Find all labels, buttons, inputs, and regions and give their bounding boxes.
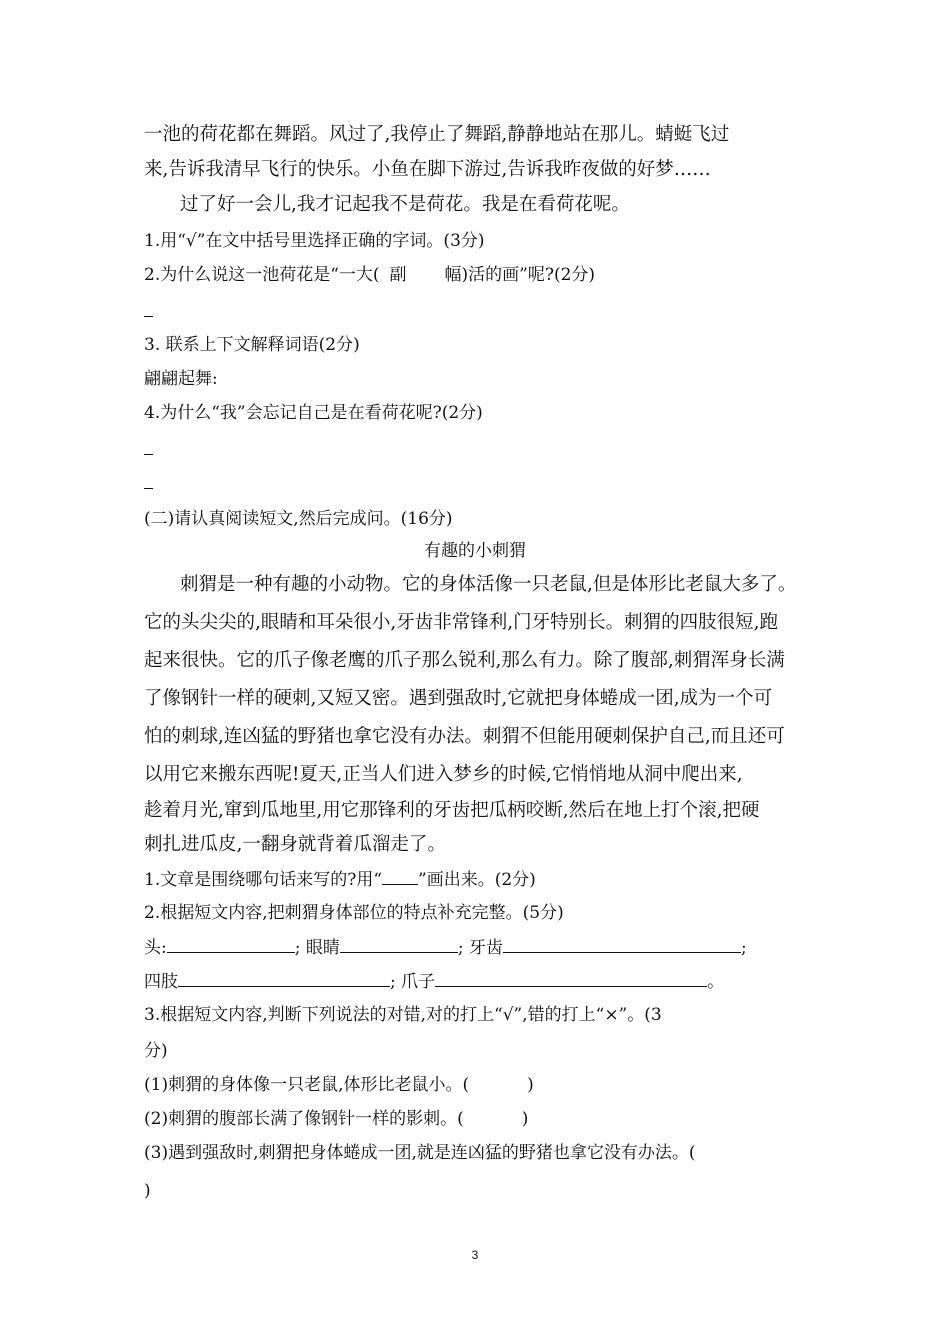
passage1-line3: 过了好一会儿,我才记起我不是荷花。我是在看荷花呢。 bbox=[180, 194, 630, 215]
judge-item-2 bbox=[144, 1108, 528, 1130]
p2-question-1 bbox=[144, 868, 536, 891]
passage2-line6: 以用它来搬东西呢!夏天,正当人们进入梦乡的时候,它悄悄地从洞中爬出来, bbox=[144, 764, 743, 785]
p2-question-3-line1: 3.根据短文内容,判断下列说法的对错,对的打上“√”,错的打上“×”。(3 bbox=[144, 1005, 662, 1025]
answer-line-q4-b[interactable] bbox=[144, 488, 153, 489]
question-2-option-1: 副 bbox=[389, 265, 407, 285]
answer-line-q4-a[interactable] bbox=[144, 454, 153, 455]
question-2 bbox=[144, 264, 595, 286]
fill-teeth-blank[interactable] bbox=[503, 936, 741, 953]
question-4: 4.为什么“我”会忘记自己是在看荷花呢?(2分) bbox=[144, 403, 483, 423]
judge-item-2-text: (2)刺猬的腹部长满了像钢针一样的影刺。( bbox=[144, 1109, 464, 1129]
fill-row-2 bbox=[144, 970, 724, 993]
fill-claws-label: ; 爪子 bbox=[390, 972, 436, 992]
fill-limbs-blank[interactable] bbox=[178, 970, 390, 987]
passage2-line8: 刺扎进瓜皮,一翻身就背着瓜溜走了。 bbox=[144, 834, 446, 855]
fill-separator: ; bbox=[741, 938, 747, 958]
passage2-line4: 了像钢针一样的硬刺,又短又密。遇到强敌时,它就把身体蜷成一团,成为一个可 bbox=[144, 688, 773, 709]
question-2-before: 2.为什么说这一池荷花是“一大( bbox=[144, 265, 380, 285]
judge-item-3-close: ) bbox=[144, 1181, 151, 1201]
question-3-word: 翩翩起舞: bbox=[144, 369, 218, 389]
p2-question-3-line2: 分) bbox=[144, 1041, 168, 1061]
passage1-line1: 一池的荷花都在舞蹈。风过了,我停止了舞蹈,静静地站在那儿。蜻蜓飞过 bbox=[144, 124, 730, 145]
judge-item-3: (3)遇到强敌时,刺猬把身体蜷成一团,就是连凶猛的野猪也拿它没有办法。( bbox=[144, 1143, 696, 1163]
question-3: 3. 联系上下文解释词语(2分) bbox=[144, 335, 360, 355]
fill-eyes-label: ; 眼睛 bbox=[294, 938, 340, 958]
fill-head-label: 头: bbox=[144, 938, 167, 958]
answer-line-q2[interactable] bbox=[144, 316, 153, 317]
question-2-option-2: 幅)活的画”呢?(2分) bbox=[444, 265, 596, 285]
section-2-heading: (二)请认真阅读短文,然后完成问。(16分) bbox=[144, 509, 453, 529]
passage2-line1: 刺猬是一种有趣的小动物。它的身体活像一只老鼠,但是体形比老鼠大多了。 bbox=[180, 574, 797, 595]
fill-head-blank[interactable] bbox=[167, 936, 295, 953]
fill-limbs-label: 四肢 bbox=[144, 972, 178, 992]
passage2-line5: 怕的刺球,连凶猛的野猪也拿它没有办法。刺猬不但能用硬刺保护自己,而且还可 bbox=[144, 726, 785, 747]
judge-item-2-close: ) bbox=[521, 1109, 529, 1129]
passage2-line3: 起来很快。它的爪子像老鹰的爪子那么锐利,那么有力。除了腹部,刺猬浑身长满 bbox=[144, 650, 785, 671]
judge-item-1-text: (1)刺猬的身体像一只老鼠,体形比老鼠小。( bbox=[144, 1075, 470, 1095]
fill-end: 。 bbox=[707, 972, 725, 992]
passage2-line7: 趁着月光,窜到瓜地里,用它那锋利的牙齿把瓜柄咬断,然后在地上打个滚,把硬 bbox=[144, 800, 760, 821]
page-number: 3 bbox=[471, 1248, 479, 1262]
fill-eyes-blank[interactable] bbox=[340, 936, 458, 953]
judge-item-1-close: ) bbox=[527, 1075, 534, 1095]
underline-sample bbox=[382, 868, 418, 885]
passage1-line2: 来,告诉我清早飞行的快乐。小鱼在脚下游过,告诉我昨夜做的好梦…… bbox=[144, 159, 711, 180]
p2-question-1-before: 1.文章是围绕哪句话来写的?用“ bbox=[144, 870, 383, 890]
passage2-line2: 它的头尖尖的,眼睛和耳朵很小,牙齿非常锋利,门牙特别长。刺猬的四肢很短,跑 bbox=[144, 612, 779, 633]
judge-item-1 bbox=[144, 1074, 534, 1096]
passage2-title: 有趣的小刺猬 bbox=[424, 541, 526, 561]
p2-question-1-after: ”画出来。(2分) bbox=[418, 870, 536, 890]
fill-teeth-label: ; 牙齿 bbox=[457, 938, 504, 958]
p2-question-2: 2.根据短文内容,把刺猬身体部位的特点补充完整。(5分) bbox=[144, 903, 564, 923]
fill-claws-blank[interactable] bbox=[435, 970, 707, 987]
fill-row-1 bbox=[144, 936, 747, 959]
question-1: 1.用“√”在文中括号里选择正确的字词。(3分) bbox=[144, 231, 485, 251]
